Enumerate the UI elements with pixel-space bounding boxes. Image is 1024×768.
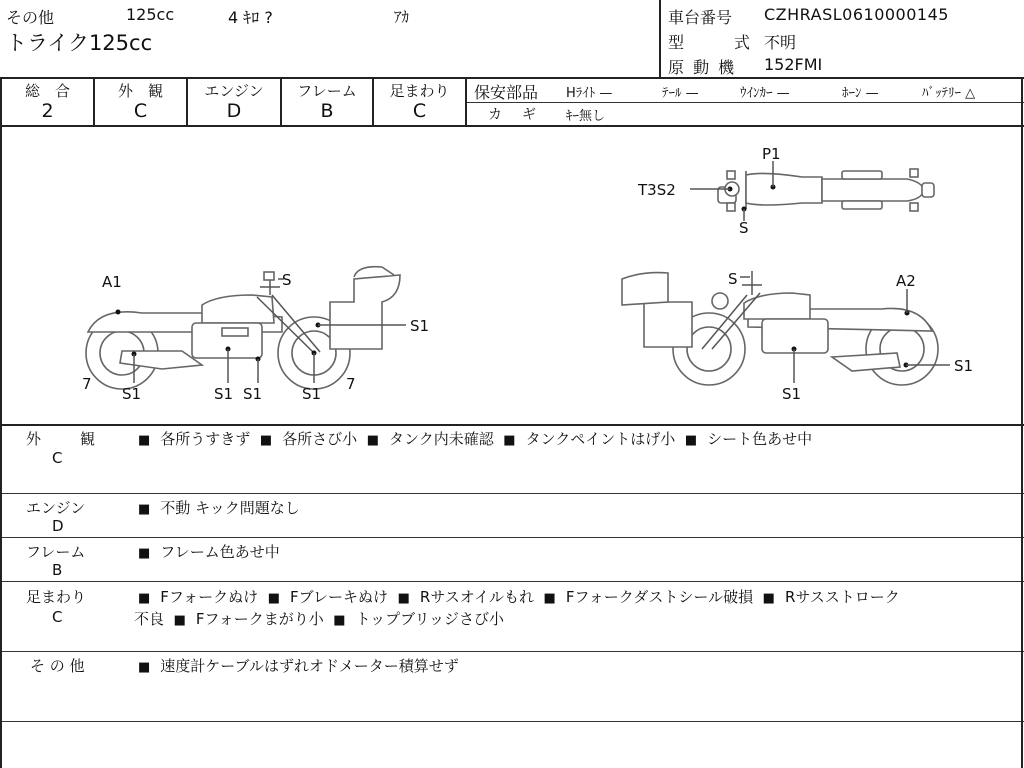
top-view-motorcycle [690, 161, 934, 221]
safety-taillight: ﾃｰﾙ — [662, 86, 699, 101]
safety-title: 保安部品 [474, 83, 539, 102]
label-t3s2: T3S2 [638, 181, 676, 199]
type-label: 型 式 [668, 33, 757, 52]
remark-item: ■ 不動 キック問題なし [138, 499, 300, 517]
label-a1: A1 [102, 273, 122, 291]
label-a2: A2 [896, 272, 916, 290]
safety-winker: ｳｲﾝｶｰ — [740, 86, 790, 101]
label-p1: P1 [762, 145, 781, 163]
safety-horn: ﾎｰﾝ — [842, 86, 879, 101]
remark-item: ■ Fブレーキぬけ [268, 588, 388, 606]
remark-other-line [138, 655, 459, 676]
remark-frame-grade: B [52, 561, 63, 579]
divider [0, 77, 1024, 79]
grade-overall-value: 2 [41, 100, 54, 122]
remark-engine-label: エンジン [26, 499, 86, 517]
remark-frame-line [138, 541, 280, 562]
divider [0, 581, 1024, 582]
remark-suspension-grade: C [52, 608, 63, 626]
damage-diagram [2, 127, 1021, 423]
model-name: トライク125cc [6, 31, 153, 55]
label-s1-left-b: S1 [214, 385, 234, 403]
label-s1-right-bottom: S1 [782, 385, 802, 403]
engine-value: 152FMI [764, 55, 823, 74]
divider [1021, 77, 1023, 768]
type-value: 不明 [764, 33, 797, 52]
remark-item: ■ Rサスストローク [763, 588, 900, 606]
divider [659, 0, 661, 77]
remark-suspension-line-1 [138, 586, 900, 607]
safety-battery: ﾊﾞｯﾃﾘｰ △ [922, 86, 976, 101]
remark-suspension-line-2 [134, 608, 504, 629]
label-s1-left-d: S1 [302, 385, 322, 403]
mileage: 4 ｷﾛ ? [228, 8, 273, 27]
grade-engine-label: エンジン [204, 82, 264, 100]
remark-item: ■ トップブリッジさび小 [333, 610, 504, 628]
remark-exterior-label: 外 観 [26, 430, 99, 448]
grade-overall-label: 総 合 [24, 82, 70, 100]
remark-item: ■ Fフォークダストシール破損 [544, 588, 754, 606]
grade-exterior-label: 外 観 [117, 82, 163, 100]
remark-engine-line [138, 497, 300, 518]
label-s1-left-c: S1 [243, 385, 263, 403]
displacement: 125cc [126, 5, 175, 24]
remark-frame-label: フレーム [26, 543, 86, 561]
remark-item: ■ フレーム色あせ中 [138, 543, 280, 561]
grade-suspension-value: C [412, 100, 427, 122]
grade-exterior-value: C [133, 100, 148, 122]
grade-frame-label: フレーム [297, 82, 357, 100]
divider [0, 493, 1024, 494]
remark-exterior-grade: C [52, 449, 63, 467]
remark-exterior-line [138, 428, 812, 449]
grade-suspension-label: 足まわり [389, 82, 450, 100]
remark-item: ■ 各所さび小 [260, 430, 357, 448]
remark-item: ■ Rサスオイルもれ [398, 588, 534, 606]
remark-item: ■ Fフォークぬけ [138, 588, 258, 606]
key-value: ｷｰ無し [566, 109, 606, 124]
frame-no: CZHRASL0610000145 [764, 5, 949, 24]
remark-other-label: そ の 他 [30, 657, 85, 675]
frame-no-label: 車台番号 [668, 8, 733, 27]
label-s-top: S [739, 219, 749, 237]
label-7-right: 7 [346, 375, 356, 393]
label-s1-left-right: S1 [410, 317, 430, 335]
divider [0, 721, 1024, 722]
category: その他 [6, 8, 55, 27]
remark-item: ■ Fフォークまがり小 [174, 610, 324, 628]
label-s1-left-a: S1 [122, 385, 142, 403]
engine-label: 原 動 機 [668, 58, 737, 77]
divider [0, 651, 1024, 652]
remark-item: ■ タンク内未確認 [367, 430, 494, 448]
grade-frame-value: B [320, 100, 334, 122]
divider [466, 102, 1024, 103]
color: ｱｶ [394, 8, 410, 26]
grade-engine-value: D [226, 100, 242, 122]
divider [0, 537, 1024, 538]
remark-item: 不良 [134, 610, 165, 628]
label-7-left: 7 [82, 375, 92, 393]
remark-item: ■ タンクペイントはげ小 [503, 430, 675, 448]
remark-item: ■ 速度計ケーブルはずれオドメーター積算せず [138, 657, 459, 675]
label-s1-right: S1 [954, 357, 974, 375]
label-s-right-top: S [728, 270, 738, 288]
divider [0, 424, 1024, 426]
remark-suspension-label: 足まわり [26, 588, 87, 606]
remark-item: ■ シート色あせ中 [685, 430, 812, 448]
divider [465, 77, 467, 125]
remark-engine-grade: D [52, 517, 64, 535]
safety-headlight: Hﾗｲﾄ — [566, 86, 613, 101]
key-label: カ ギ [488, 107, 539, 123]
label-s-left-top: S [282, 271, 292, 289]
left-side-motorcycle [86, 267, 406, 389]
remark-item: ■ 各所うすきず [138, 430, 250, 448]
